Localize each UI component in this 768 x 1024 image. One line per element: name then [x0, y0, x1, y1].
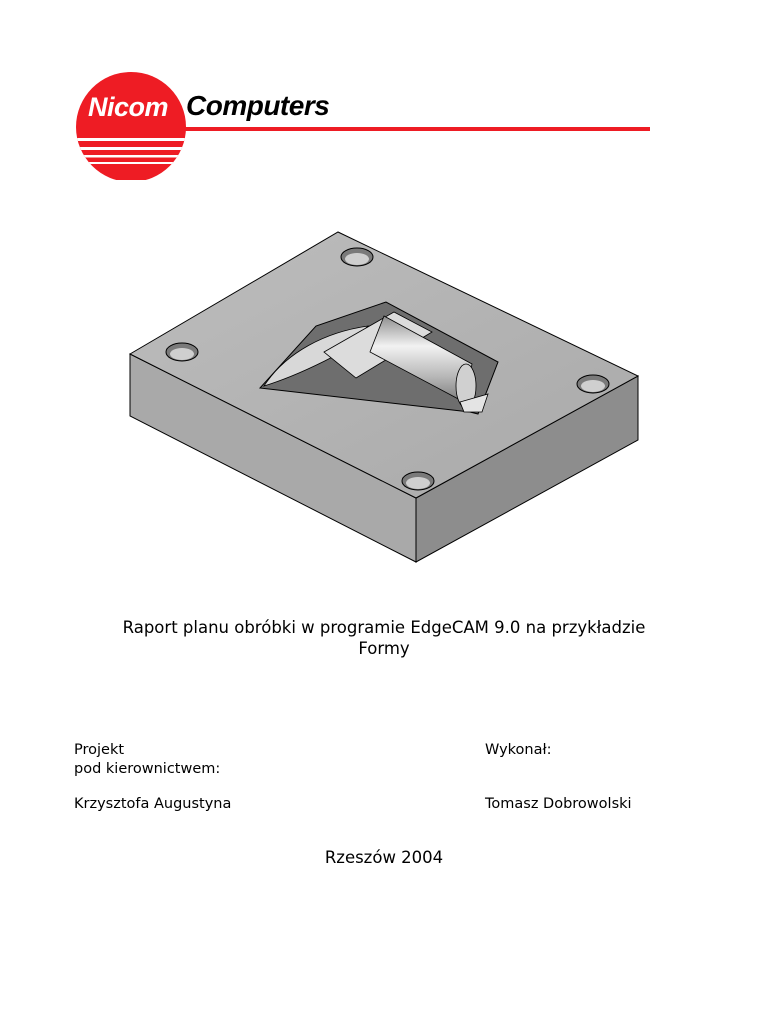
project-label-line-1: Projekt [74, 742, 125, 758]
nicom-computers-logo [74, 70, 654, 180]
mold-plate-render [126, 226, 642, 566]
logo-name: Nicom [88, 92, 169, 122]
logo-graphic [74, 70, 654, 180]
supervisor-name: Krzysztofa Augustyna [74, 796, 232, 812]
title-line-1: Raport planu obróbki w programie EdgeCAM 9.0 na przykładzie [122, 618, 646, 637]
author-name: Tomasz Dobrowolski [485, 796, 632, 812]
logo-word: Computers [186, 90, 330, 121]
mold-plate-illustration [126, 226, 642, 566]
title-line-2: Formy [358, 639, 410, 658]
document-title [60, 617, 708, 659]
place-and-year: Rzeszów 2004 [324, 848, 444, 867]
project-label [74, 741, 220, 779]
author-label: Wykonał: [485, 742, 552, 758]
project-label-line-2: pod kierownictwem: [74, 761, 221, 777]
